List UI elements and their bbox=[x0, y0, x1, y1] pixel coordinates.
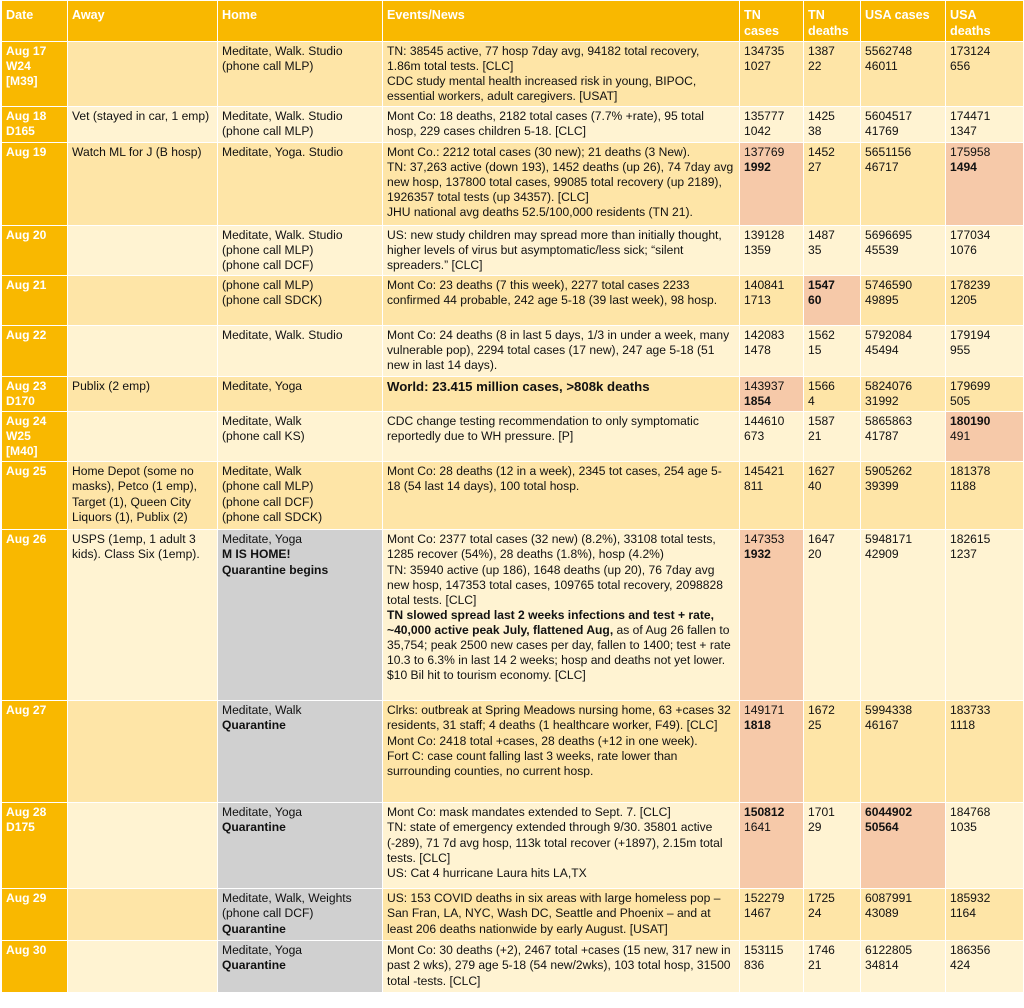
header-away: Away bbox=[68, 1, 218, 42]
tn-cases-cell: 149171 1818 bbox=[740, 701, 804, 803]
table-row bbox=[2, 142, 1024, 225]
usa-cases-cell: 5994338 46167 bbox=[861, 701, 946, 803]
away-cell: Publix (2 emp) bbox=[68, 376, 218, 411]
home-cell: Meditate, Yoga. Studio bbox=[218, 142, 383, 225]
header-row bbox=[2, 1, 1024, 42]
tn-deaths-cell: 1672 25 bbox=[804, 701, 861, 803]
tn-cases-cell: 145421 811 bbox=[740, 462, 804, 530]
events-cell: World: 23.415 million cases, >808k deaths bbox=[383, 376, 740, 411]
table-row bbox=[2, 941, 1024, 993]
usa-cases-cell: 6122805 34814 bbox=[861, 941, 946, 993]
home-cell: Meditate, Walk (phone call MLP) (phone call DCF) (phone call SDCK) bbox=[218, 462, 383, 530]
tn-deaths-cell: 1746 21 bbox=[804, 941, 861, 993]
header-home: Home bbox=[218, 1, 383, 42]
tn-deaths-cell: 1701 29 bbox=[804, 803, 861, 889]
table-row bbox=[2, 412, 1024, 462]
tn-deaths-cell: 1566 4 bbox=[804, 376, 861, 411]
tn-cases-cell: 147353 1932 bbox=[740, 530, 804, 701]
table-row bbox=[2, 889, 1024, 941]
home-cell: Meditate, Walk. Studio (phone call MLP) (phone call DCF) bbox=[218, 225, 383, 275]
usa-cases-cell: 6087991 43089 bbox=[861, 889, 946, 941]
header-date: Date bbox=[2, 1, 68, 42]
usa-cases-cell: 5651156 46717 bbox=[861, 142, 946, 225]
tn-cases-cell: 140841 1713 bbox=[740, 275, 804, 325]
away-cell bbox=[68, 941, 218, 993]
tn-cases-cell: 153115 836 bbox=[740, 941, 804, 993]
table-row bbox=[2, 462, 1024, 530]
tn-deaths-cell: 1725 24 bbox=[804, 889, 861, 941]
home-cell: Meditate, Yoga bbox=[218, 376, 383, 411]
usa-deaths-cell: 185932 1164 bbox=[946, 889, 1024, 941]
table-row bbox=[2, 530, 1024, 701]
tn-deaths-cell: 1487 35 bbox=[804, 225, 861, 275]
events-cell: US: new study children may spread more than initially thought, higher levels of virus but asymptomatic/less sick; “silent spreaders.” [CLC] bbox=[383, 225, 740, 275]
tn-deaths-cell: 1387 22 bbox=[804, 42, 861, 107]
home-cell: Meditate, Walk. Studio bbox=[218, 325, 383, 376]
away-cell bbox=[68, 325, 218, 376]
away-cell bbox=[68, 889, 218, 941]
usa-cases-cell: 5792084 45494 bbox=[861, 325, 946, 376]
usa-cases-cell: 5824076 31992 bbox=[861, 376, 946, 411]
usa-deaths-cell: 183733 1118 bbox=[946, 701, 1024, 803]
tn-cases-cell: 152279 1467 bbox=[740, 889, 804, 941]
tn-deaths-cell: 1547 60 bbox=[804, 275, 861, 325]
away-cell bbox=[68, 225, 218, 275]
header-tn-deaths: TN deaths bbox=[804, 1, 861, 42]
usa-cases-cell: 5865863 41787 bbox=[861, 412, 946, 462]
tn-cases-cell: 139128 1359 bbox=[740, 225, 804, 275]
events-cell: Mont Co: 24 deaths (8 in last 5 days, 1/3 in under a week, many vulnerable pop), 2294 total cases (17 new), 247 age 5-18 (51 new in last 14 days). bbox=[383, 325, 740, 376]
usa-cases-cell: 5746590 49895 bbox=[861, 275, 946, 325]
events-cell: Mont Co: 18 deaths, 2182 total cases (7.7% +rate), 95 total hosp, 229 cases children 5-18. [CLC] bbox=[383, 107, 740, 142]
date-cell: Aug 23 D170 bbox=[2, 376, 68, 411]
date-cell: Aug 28 D175 bbox=[2, 803, 68, 889]
tn-deaths-cell: 1562 15 bbox=[804, 325, 861, 376]
date-cell: Aug 25 bbox=[2, 462, 68, 530]
usa-cases-cell: 5948171 42909 bbox=[861, 530, 946, 701]
events-cell: Mont Co: mask mandates extended to Sept. 7. [CLC] TN: state of emergency extended through 9/30. 35801 active (-289), 71 7d avg hosp, 113k total recover (+1897), 2.15m total tests. [CLC] US: Cat 4 hurricane Laura hits LA,TX bbox=[383, 803, 740, 889]
table-row bbox=[2, 107, 1024, 142]
usa-deaths-cell: 177034 1076 bbox=[946, 225, 1024, 275]
usa-deaths-cell: 173124 656 bbox=[946, 42, 1024, 107]
header-tn-cases: TN cases bbox=[740, 1, 804, 42]
tn-cases-cell: 144610 673 bbox=[740, 412, 804, 462]
usa-cases-cell: 5604517 41769 bbox=[861, 107, 946, 142]
events-cell: Mont Co: 30 deaths (+2), 2467 total +cases (15 new, 317 new in past 2 wks), 279 age 5-18 (54 new/2wks), 103 total hosp, 31500 total -tests. [CLC] bbox=[383, 941, 740, 993]
date-cell: Aug 20 bbox=[2, 225, 68, 275]
date-cell: Aug 19 bbox=[2, 142, 68, 225]
away-cell bbox=[68, 275, 218, 325]
table-row bbox=[2, 325, 1024, 376]
date-cell: Aug 30 bbox=[2, 941, 68, 993]
events-cell: TN: 38545 active, 77 hosp 7day avg, 94182 total recovery, 1.86m total tests. [CLC] CDC study mental health increased risk in young, BIPOC, essential workers, adult caregivers. [USAT] bbox=[383, 42, 740, 107]
date-cell: Aug 26 bbox=[2, 530, 68, 701]
usa-cases-cell: 5562748 46011 bbox=[861, 42, 946, 107]
date-cell: Aug 24 W25 [M40] bbox=[2, 412, 68, 462]
date-cell: Aug 29 bbox=[2, 889, 68, 941]
away-cell: Vet (stayed in car, 1 emp) bbox=[68, 107, 218, 142]
usa-cases-cell: 5905262 39399 bbox=[861, 462, 946, 530]
table-row bbox=[2, 225, 1024, 275]
usa-deaths-cell: 181378 1188 bbox=[946, 462, 1024, 530]
table-row bbox=[2, 803, 1024, 889]
usa-deaths-cell: 174471 1347 bbox=[946, 107, 1024, 142]
events-cell: Mont Co: 23 deaths (7 this week), 2277 total cases 2233 confirmed 44 probable, 242 age 5-18 (39 last week), 98 hosp. bbox=[383, 275, 740, 325]
usa-deaths-cell: 179699 505 bbox=[946, 376, 1024, 411]
usa-deaths-cell: 182615 1237 bbox=[946, 530, 1024, 701]
away-cell bbox=[68, 701, 218, 803]
usa-deaths-cell: 178239 1205 bbox=[946, 275, 1024, 325]
table-row bbox=[2, 275, 1024, 325]
tn-deaths-cell: 1627 40 bbox=[804, 462, 861, 530]
table-row bbox=[2, 376, 1024, 411]
tn-cases-cell: 135777 1042 bbox=[740, 107, 804, 142]
header-usa-cases: USA cases bbox=[861, 1, 946, 42]
tn-cases-cell: 150812 1641 bbox=[740, 803, 804, 889]
tn-cases-cell: 142083 1478 bbox=[740, 325, 804, 376]
date-cell: Aug 17 W24 [M39] bbox=[2, 42, 68, 107]
usa-deaths-cell: 186356 424 bbox=[946, 941, 1024, 993]
home-cell: Meditate, Walk Quarantine bbox=[218, 701, 383, 803]
away-cell: USPS (1emp, 1 adult 3 kids). Class Six (1emp). bbox=[68, 530, 218, 701]
tn-cases-cell: 143937 1854 bbox=[740, 376, 804, 411]
away-cell bbox=[68, 42, 218, 107]
table-row bbox=[2, 42, 1024, 107]
date-cell: Aug 27 bbox=[2, 701, 68, 803]
events-cell: CDC change testing recommendation to only symptomatic reportedly due to WH pressure. [P] bbox=[383, 412, 740, 462]
events-cell: Clrks: outbreak at Spring Meadows nursing home, 63 +cases 32 residents, 31 staff; 4 deaths (1 healthcare worker, F49). [CLC] Mont Co: 2418 total +cases, 28 deaths (+12 in one week). Fort C: case count falling last 3 weeks, rate lower than surrounding counties, no current hosp. bbox=[383, 701, 740, 803]
events-cell: Mont Co.: 2212 total cases (30 new); 21 deaths (3 New). TN: 37,263 active (down 193), 1452 deaths (up 26), 74 7day avg new hosp, 137800 total cases, 99085 total recovery (up 2189), 1926357 total tests (up 34357). [CLC] JHU national avg deaths 52.5/100,000 residents (TN 21). bbox=[383, 142, 740, 225]
away-cell bbox=[68, 803, 218, 889]
date-cell: Aug 22 bbox=[2, 325, 68, 376]
usa-deaths-cell: 179194 955 bbox=[946, 325, 1024, 376]
header-usa-deaths: USA deaths bbox=[946, 1, 1024, 42]
tn-deaths-cell: 1647 20 bbox=[804, 530, 861, 701]
home-cell: Meditate, Walk (phone call KS) bbox=[218, 412, 383, 462]
away-cell bbox=[68, 412, 218, 462]
table-row bbox=[2, 701, 1024, 803]
events-cell: US: 153 COVID deaths in six areas with large homeless pop – San Fran, LA, NYC, Wash DC, Seattle and Phoenix – and at least 206 deaths nationwide by early August. [USAT] bbox=[383, 889, 740, 941]
away-cell: Home Depot (some no masks), Petco (1 emp), Target (1), Queen City Liquors (1), Publix (2) bbox=[68, 462, 218, 530]
header-events: Events/News bbox=[383, 1, 740, 42]
home-cell: Meditate, Walk, Weights (phone call DCF) Quarantine bbox=[218, 889, 383, 941]
usa-deaths-cell: 184768 1035 bbox=[946, 803, 1024, 889]
away-cell: Watch ML for J (B hosp) bbox=[68, 142, 218, 225]
events-cell: Mont Co: 2377 total cases (32 new) (8.2%), 33108 total tests, 1285 recover (54%), 28 deaths (1.8%), hosp (4.2%) TN: 35940 active (up 186), 1648 deaths (up 20), 76 7day avg new hosp, 147353 total cases, 109765 total recovery, 2098828 total tests. [CLC] TN slowed spread last 2 weeks infections and test + rate, ~40,000 active peak July, flattened Aug, as of Aug 26 fallen to 35,754; peak 2500 new cases per day, fallen to 1400; test + rate 10.3 to 6.3% in last 14 2 weeks; hosp and deaths not yet lower. $10 Bil hit to tourism economy. [CLC] bbox=[383, 530, 740, 701]
date-cell: Aug 21 bbox=[2, 275, 68, 325]
tn-deaths-cell: 1452 27 bbox=[804, 142, 861, 225]
home-cell: Meditate, Yoga Quarantine bbox=[218, 941, 383, 993]
home-cell: Meditate, Yoga M IS HOME! Quarantine begins bbox=[218, 530, 383, 701]
tn-cases-cell: 137769 1992 bbox=[740, 142, 804, 225]
covid-log-table bbox=[1, 0, 1024, 993]
usa-cases-cell: 5696695 45539 bbox=[861, 225, 946, 275]
home-cell: Meditate, Walk. Studio (phone call MLP) bbox=[218, 107, 383, 142]
tn-deaths-cell: 1587 21 bbox=[804, 412, 861, 462]
tn-deaths-cell: 1425 38 bbox=[804, 107, 861, 142]
usa-cases-cell: 6044902 50564 bbox=[861, 803, 946, 889]
home-cell: (phone call MLP) (phone call SDCK) bbox=[218, 275, 383, 325]
home-cell: Meditate, Yoga Quarantine bbox=[218, 803, 383, 889]
home-cell: Meditate, Walk. Studio (phone call MLP) bbox=[218, 42, 383, 107]
date-cell: Aug 18 D165 bbox=[2, 107, 68, 142]
usa-deaths-cell: 180190 491 bbox=[946, 412, 1024, 462]
usa-deaths-cell: 175958 1494 bbox=[946, 142, 1024, 225]
tn-cases-cell: 134735 1027 bbox=[740, 42, 804, 107]
events-cell: Mont Co: 28 deaths (12 in a week), 2345 tot cases, 254 age 5-18 (54 last 14 days), 100 total hosp. bbox=[383, 462, 740, 530]
